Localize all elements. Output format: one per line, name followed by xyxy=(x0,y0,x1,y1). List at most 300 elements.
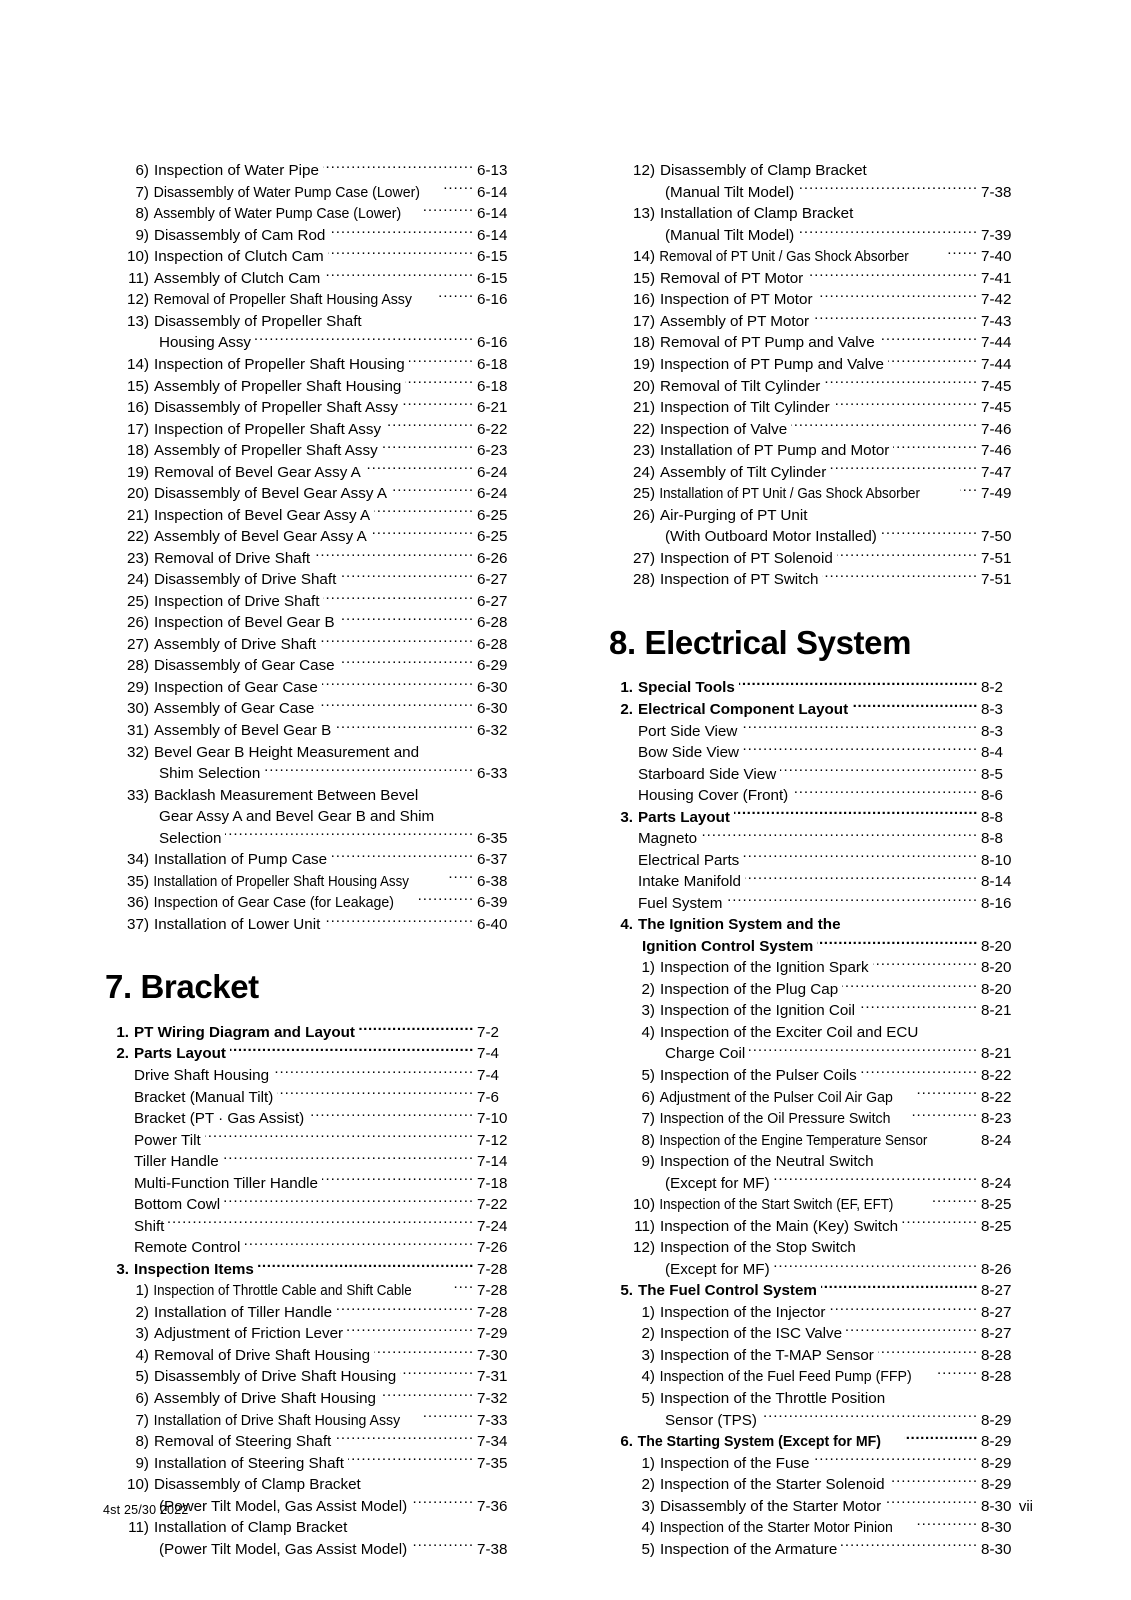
toc-entry-number: 11) xyxy=(634,1217,655,1235)
toc-entry[interactable] xyxy=(607,332,1027,354)
toc-entry-page: 7-44 xyxy=(981,355,1012,373)
toc-entry[interactable] xyxy=(103,311,523,333)
toc-leader-dots xyxy=(780,763,978,778)
toc-entry[interactable] xyxy=(607,1172,1027,1194)
toc-entry[interactable] xyxy=(607,677,1027,699)
toc-entry-number: 27) xyxy=(633,549,655,567)
toc-leader-dots xyxy=(323,591,474,606)
toc-leader-dots xyxy=(264,763,474,778)
toc-entry-number: 30) xyxy=(127,700,149,718)
toc-entry[interactable] xyxy=(607,1216,1027,1238)
toc-entry[interactable] xyxy=(607,440,1027,462)
toc-entry-title: Inspection of the Exciter Coil and ECU xyxy=(660,1023,919,1041)
toc-entry-title: Removal of PT Unit / Gas Shock Absorber xyxy=(659,248,909,266)
toc-leader-dots xyxy=(837,548,978,563)
toc-entry-title: Disassembly of Gear Case xyxy=(154,657,335,675)
toc-entry-page: 7-49 xyxy=(981,485,1012,503)
toc-entry-page: 7-28 xyxy=(477,1260,508,1278)
toc-entry[interactable] xyxy=(103,483,523,505)
chapter-heading-bracket: 7. Bracket xyxy=(105,968,259,1006)
toc-entry[interactable] xyxy=(103,397,523,419)
toc-entry-title: Disassembly of the Starter Motor xyxy=(660,1497,882,1515)
toc-entry-number: 4. xyxy=(620,916,633,934)
toc-entry[interactable] xyxy=(103,1474,523,1496)
toc-entry-page: 8-29 xyxy=(981,1411,1012,1429)
toc-entry[interactable] xyxy=(103,246,523,268)
toc-entry[interactable] xyxy=(103,871,523,893)
toc-entry[interactable] xyxy=(607,375,1027,397)
toc-entry-number: 3) xyxy=(135,1325,149,1343)
toc-entry-title: Inspection of the Ignition Spark xyxy=(660,959,869,977)
toc-entry[interactable] xyxy=(103,225,523,247)
toc-entry[interactable] xyxy=(103,741,523,763)
toc-entry[interactable] xyxy=(103,720,523,742)
toc-entry-page: 7-38 xyxy=(477,1540,508,1558)
toc-entry-number: 25) xyxy=(633,485,655,503)
toc-entry[interactable] xyxy=(607,548,1027,570)
toc-entry-title: (Except for MF) xyxy=(665,1260,770,1278)
toc-entry-title: Intake Manifold xyxy=(638,873,741,891)
toc-entry-title: Installation of Drive Shaft Housing Assy xyxy=(153,1411,401,1429)
toc-entry[interactable] xyxy=(607,936,1027,958)
toc-entry-page: 6-28 xyxy=(477,635,508,653)
toc-entry[interactable] xyxy=(103,461,523,483)
toc-leader-dots xyxy=(821,1280,978,1295)
toc-entry[interactable] xyxy=(103,1022,523,1044)
toc-entry-page: 7-47 xyxy=(981,463,1012,481)
toc-entry[interactable] xyxy=(103,548,523,570)
toc-entry[interactable] xyxy=(103,1366,523,1388)
toc-entry[interactable] xyxy=(607,699,1027,721)
toc-entry-number: 21) xyxy=(633,399,655,417)
toc-entry[interactable] xyxy=(607,742,1027,764)
toc-entry-number: 5) xyxy=(641,1067,655,1084)
toc-leader-dots xyxy=(424,203,474,218)
toc-entry[interactable] xyxy=(607,526,1027,548)
toc-leader-dots xyxy=(371,526,474,541)
toc-leader-dots xyxy=(947,246,978,261)
toc-entry-number: 3. xyxy=(116,1260,129,1278)
toc-entry[interactable] xyxy=(103,203,523,225)
toc-entry[interactable] xyxy=(103,784,523,806)
toc-entry[interactable] xyxy=(607,505,1027,527)
toc-entry-page: 8-27 xyxy=(981,1303,1012,1321)
toc-entry[interactable] xyxy=(103,1043,523,1065)
toc-entry[interactable] xyxy=(103,182,523,204)
toc-entry[interactable] xyxy=(607,1431,1027,1453)
toc-entry[interactable] xyxy=(103,1065,523,1087)
toc-entry[interactable] xyxy=(607,1366,1027,1388)
toc-leader-dots xyxy=(444,182,474,197)
toc-entry-number: 15) xyxy=(127,377,149,395)
toc-entry[interactable] xyxy=(103,1388,523,1410)
toc-entry-title: Inspection of the Oil Pressure Switch xyxy=(659,1110,891,1128)
toc-entry-number: 29) xyxy=(127,678,149,696)
toc-entry[interactable] xyxy=(103,1194,523,1216)
toc-entry-title: Inspection of the Armature xyxy=(660,1540,838,1558)
toc-leader-dots xyxy=(416,892,474,907)
toc-entry[interactable] xyxy=(103,806,523,828)
toc-entry[interactable] xyxy=(607,1129,1027,1151)
toc-entry-title: Inspection of Water Pipe xyxy=(154,162,319,180)
toc-entry-number: 14) xyxy=(633,248,655,266)
toc-entry-page: 7-18 xyxy=(477,1174,508,1192)
toc-entry-page: 6-13 xyxy=(477,162,508,180)
toc-entry-number: 2) xyxy=(641,980,655,998)
toc-entry-page: 8-22 xyxy=(981,1067,1012,1084)
toc-entry[interactable] xyxy=(103,1302,523,1324)
toc-entry-number: 3) xyxy=(641,1002,655,1020)
toc-entry-title: Remote Control xyxy=(134,1239,241,1257)
toc-leader-dots xyxy=(798,225,978,240)
toc-entry-number: 2) xyxy=(135,1303,149,1321)
toc-entry-title: Inspection of PT Switch xyxy=(660,571,819,589)
toc-entry-number: 12) xyxy=(633,162,655,180)
toc-entry[interactable] xyxy=(607,311,1027,333)
toc-entry[interactable] xyxy=(607,1474,1027,1496)
toc-leader-dots xyxy=(852,699,978,714)
toc-entry[interactable] xyxy=(607,1323,1027,1345)
toc-entry-page: 8-28 xyxy=(981,1368,1012,1386)
toc-entry[interactable] xyxy=(103,1216,523,1238)
toc-entry-page: 7-40 xyxy=(981,248,1012,266)
toc-entry[interactable] xyxy=(103,698,523,720)
toc-entry[interactable] xyxy=(103,160,523,182)
toc-entry[interactable] xyxy=(103,268,523,290)
toc-entry-title: Removal of Steering Shaft xyxy=(154,1433,332,1451)
toc-entry[interactable] xyxy=(607,871,1027,893)
toc-leader-dots xyxy=(822,569,978,584)
toc-entry[interactable] xyxy=(607,1086,1027,1108)
toc-entry-number: 19) xyxy=(127,463,149,481)
toc-entry-number: 3) xyxy=(641,1497,655,1515)
toc-entry-number: 5) xyxy=(641,1389,655,1407)
toc-entry-page: 7-50 xyxy=(981,528,1012,546)
toc-leader-dots xyxy=(749,1043,978,1058)
toc-leader-dots xyxy=(336,1302,474,1317)
toc-entry-title: Assembly of Bevel Gear Assy A xyxy=(154,528,367,546)
toc-entry-page: 6-30 xyxy=(477,700,508,718)
toc-entry-page: 6-27 xyxy=(477,592,508,610)
toc-leader-dots xyxy=(739,677,978,692)
toc-entry[interactable] xyxy=(607,246,1027,268)
toc-entry[interactable] xyxy=(607,979,1027,1001)
toc-leader-dots xyxy=(834,397,978,412)
toc-entry-number: 18) xyxy=(127,442,149,460)
toc-entry[interactable] xyxy=(103,569,523,591)
toc-entry-number: 9) xyxy=(135,226,149,244)
toc-entry[interactable] xyxy=(103,1431,523,1453)
toc-entry[interactable] xyxy=(103,1452,523,1474)
toc-entry[interactable] xyxy=(103,1323,523,1345)
toc-entry-number: 4) xyxy=(641,1023,655,1041)
toc-entry-title: (Power Tilt Model, Gas Assist Model) xyxy=(159,1540,408,1558)
toc-entry[interactable] xyxy=(103,1409,523,1431)
toc-leader-dots xyxy=(400,1366,474,1381)
toc-entry-title: Inspection of PT Pump and Valve xyxy=(660,355,885,373)
toc-entry[interactable] xyxy=(103,1259,523,1281)
toc-leader-dots xyxy=(339,655,474,670)
toc-entry-title: Installation of PT Pump and Motor xyxy=(660,442,890,460)
toc-entry-number: 1) xyxy=(641,959,655,977)
toc-entry[interactable] xyxy=(103,1172,523,1194)
toc-entry[interactable] xyxy=(103,763,523,785)
toc-entry-page: 7-28 xyxy=(477,1282,508,1300)
toc-entry[interactable] xyxy=(607,1302,1027,1324)
toc-entry[interactable] xyxy=(103,677,523,699)
toc-entry-page: 6-18 xyxy=(477,355,508,373)
toc-entry-number: 1. xyxy=(620,679,633,697)
toc-entry-number: 26) xyxy=(633,506,655,524)
toc-entry[interactable] xyxy=(103,505,523,527)
toc-entry-title: Inspection of Bevel Gear B xyxy=(154,614,335,632)
toc-entry-title: Disassembly of Bevel Gear Assy A xyxy=(154,485,387,503)
toc-entry[interactable] xyxy=(607,806,1027,828)
toc-entry-number: 25) xyxy=(127,592,149,610)
toc-entry-title: Inspection of Gear Case xyxy=(154,678,318,696)
toc-entry[interactable] xyxy=(607,763,1027,785)
toc-entry[interactable] xyxy=(607,268,1027,290)
toc-entry-title: Parts Layout xyxy=(134,1045,226,1063)
toc-leader-dots xyxy=(745,871,978,886)
toc-leader-dots xyxy=(324,268,474,283)
toc-entry[interactable] xyxy=(103,1345,523,1367)
toc-entry-number: 17) xyxy=(127,420,149,438)
toc-entry[interactable] xyxy=(607,1237,1027,1259)
toc-entry-page: 7-12 xyxy=(477,1131,508,1149)
toc-entry[interactable] xyxy=(103,591,523,613)
toc-entry[interactable] xyxy=(103,289,523,311)
toc-entry[interactable] xyxy=(607,1108,1027,1130)
toc-entry[interactable] xyxy=(103,354,523,376)
toc-entry-title: Starboard Side View xyxy=(638,765,777,783)
toc-entry-title: Bow Side View xyxy=(638,744,740,762)
toc-entry[interactable] xyxy=(607,569,1027,591)
toc-entry-title: Assembly of Water Pump Case (Lower) xyxy=(153,205,402,223)
toc-leader-dots xyxy=(402,397,474,412)
toc-entry[interactable] xyxy=(607,289,1027,311)
toc-entry-title: (With Outboard Motor Installed) xyxy=(665,528,877,546)
toc-entry[interactable] xyxy=(607,850,1027,872)
toc-entry-page: 6-14 xyxy=(477,226,508,244)
toc-entry[interactable] xyxy=(607,1495,1027,1517)
toc-entry[interactable] xyxy=(103,1280,523,1302)
toc-leader-dots xyxy=(411,1539,474,1554)
toc-entry[interactable] xyxy=(103,1129,523,1151)
toc-entry[interactable] xyxy=(103,1237,523,1259)
toc-entry[interactable] xyxy=(103,634,523,656)
toc-entry[interactable] xyxy=(103,1086,523,1108)
toc-entry-title: Backlash Measurement Between Bevel xyxy=(154,786,419,804)
toc-leader-dots xyxy=(322,677,474,692)
toc-entry-page: 8-29 xyxy=(981,1476,1012,1494)
toc-leader-dots xyxy=(915,1086,978,1101)
toc-leader-dots xyxy=(205,1129,474,1144)
toc-entry-page: 8-25 xyxy=(981,1217,1012,1235)
toc-entry-page: 8-30 xyxy=(981,1519,1012,1537)
toc-entry[interactable] xyxy=(103,1517,523,1539)
toc-leader-dots xyxy=(701,828,978,843)
toc-entry-page: 6-24 xyxy=(477,463,508,481)
toc-leader-dots xyxy=(859,1000,978,1015)
toc-entry[interactable] xyxy=(607,1000,1027,1022)
toc-entry[interactable] xyxy=(103,526,523,548)
toc-entry[interactable] xyxy=(607,397,1027,419)
toc-leader-dots xyxy=(273,1065,474,1080)
toc-leader-dots xyxy=(817,289,978,304)
toc-entry-page: 7-36 xyxy=(477,1497,508,1515)
toc-list-electrical-system xyxy=(607,677,1027,1560)
toc-entry-page: 8-8 xyxy=(981,830,1003,848)
toc-entry-title: Drive Shaft Housing xyxy=(134,1067,270,1084)
toc-entry-number: 7) xyxy=(135,1411,149,1429)
toc-entry-title: Installation of Pump Case xyxy=(154,851,328,869)
toc-entry-page: 7-2 xyxy=(477,1023,499,1041)
toc-entry-title: Removal of PT Pump and Valve xyxy=(660,334,875,352)
toc-leader-dots xyxy=(436,289,474,304)
toc-entry[interactable] xyxy=(607,1065,1027,1087)
toc-entry[interactable] xyxy=(607,893,1027,915)
toc-entry-page: 6-35 xyxy=(477,829,508,847)
toc-entry-number: 5) xyxy=(135,1368,149,1386)
toc-entry-title: Inspection of PT Motor xyxy=(660,291,813,309)
toc-entry[interactable] xyxy=(103,612,523,634)
toc-entry[interactable] xyxy=(103,418,523,440)
toc-entry-title: Inspection of the Throttle Position xyxy=(660,1389,886,1407)
toc-entry[interactable] xyxy=(607,1409,1027,1431)
toc-leader-dots xyxy=(774,1172,978,1187)
toc-leader-dots xyxy=(277,1086,474,1101)
toc-entry[interactable] xyxy=(607,1194,1027,1216)
toc-entry[interactable] xyxy=(607,225,1027,247)
toc-entry-number: 6) xyxy=(135,1389,149,1407)
toc-entry[interactable] xyxy=(607,418,1027,440)
toc-entry[interactable] xyxy=(607,461,1027,483)
toc-entry-title: Housing Assy xyxy=(159,334,252,352)
toc-entry-number: 8) xyxy=(135,205,149,223)
toc-entry-title: Air-Purging of PT Unit xyxy=(660,506,808,524)
toc-entry[interactable] xyxy=(607,1452,1027,1474)
toc-entry[interactable] xyxy=(103,1151,523,1173)
toc-leader-dots xyxy=(318,698,474,713)
toc-entry-number: 4) xyxy=(135,1346,149,1364)
toc-entry-number: 5. xyxy=(620,1282,633,1300)
page-number: vii xyxy=(1018,1498,1033,1515)
toc-entry[interactable] xyxy=(607,1043,1027,1065)
toc-entry-title: Adjustment of the Pulser Coil Air Gap xyxy=(659,1088,893,1106)
toc-entry[interactable] xyxy=(607,1539,1027,1561)
toc-entry[interactable] xyxy=(607,203,1027,225)
toc-leader-dots xyxy=(385,418,474,433)
toc-entry-number: 33) xyxy=(127,786,149,804)
toc-entry[interactable] xyxy=(607,1022,1027,1044)
toc-entry-page: 8-27 xyxy=(981,1282,1012,1300)
toc-entry-number: 20) xyxy=(633,377,655,395)
toc-entry[interactable] xyxy=(103,655,523,677)
toc-entry[interactable] xyxy=(607,1280,1027,1302)
toc-entry[interactable] xyxy=(607,957,1027,979)
toc-entry[interactable] xyxy=(103,827,523,849)
toc-leader-dots xyxy=(734,806,978,821)
toc-entry-title: Removal of Propeller Shaft Housing Assy xyxy=(153,291,412,309)
toc-entry-page: 7-30 xyxy=(477,1346,508,1364)
toc-entry[interactable] xyxy=(607,182,1027,204)
toc-entry[interactable] xyxy=(103,332,523,354)
toc-leader-dots xyxy=(244,1237,474,1252)
toc-column-left xyxy=(103,160,523,1560)
toc-entry[interactable] xyxy=(103,440,523,462)
toc-entry[interactable] xyxy=(607,1388,1027,1410)
toc-entry-page: 6-38 xyxy=(477,872,508,890)
toc-entry[interactable] xyxy=(607,1151,1027,1173)
toc-entry[interactable] xyxy=(607,914,1027,936)
toc-entry[interactable] xyxy=(607,785,1027,807)
toc-entry-title: Multi-Function Tiller Handle xyxy=(134,1174,319,1192)
toc-entry[interactable] xyxy=(607,1517,1027,1539)
toc-entry-page: 6-16 xyxy=(477,291,508,309)
toc-entry-number: 3) xyxy=(641,1346,655,1364)
toc-entry-title: Assembly of Propeller Shaft Housing xyxy=(154,377,402,395)
toc-leader-dots xyxy=(885,1495,978,1510)
toc-entry[interactable] xyxy=(607,160,1027,182)
toc-entry-page: 7-46 xyxy=(981,442,1012,460)
toc-entry-title: Disassembly of Clamp Bracket xyxy=(660,162,867,180)
toc-leader-dots xyxy=(411,1495,474,1510)
toc-leader-dots xyxy=(960,483,978,498)
toc-entry-title: Inspection Items xyxy=(134,1260,254,1278)
toc-entry[interactable] xyxy=(103,1539,523,1561)
toc-entry-number: 16) xyxy=(127,399,149,417)
toc-entry-title: Installation of Steering Shaft xyxy=(154,1454,344,1472)
toc-entry[interactable] xyxy=(607,828,1027,850)
toc-entry[interactable] xyxy=(103,1108,523,1130)
toc-entry-number: 31) xyxy=(127,722,149,739)
toc-leader-dots xyxy=(331,849,474,864)
toc-entry[interactable] xyxy=(607,354,1027,376)
toc-entry-title: Inspection of Drive Shaft xyxy=(154,592,320,610)
toc-entry[interactable] xyxy=(103,914,523,936)
toc-leader-dots xyxy=(340,569,474,584)
toc-entry[interactable] xyxy=(103,375,523,397)
toc-entry-number: 1) xyxy=(641,1454,655,1472)
toc-entry-title: Inspection of the Start Switch (EF, EFT) xyxy=(659,1196,894,1214)
toc-entry[interactable] xyxy=(103,849,523,871)
toc-entry-number: 18) xyxy=(633,334,655,352)
toc-entry-title: Disassembly of Propeller Shaft xyxy=(154,312,362,330)
toc-entry-title: Inspection of the Neutral Switch xyxy=(660,1153,874,1171)
toc-entry-page: 7-28 xyxy=(477,1303,508,1321)
toc-entry-number: 6. xyxy=(620,1433,633,1451)
toc-entry-number: 13) xyxy=(127,312,149,330)
toc-entry-page: 7-45 xyxy=(981,377,1012,395)
toc-entry-title: Inspection of the Pulser Coils xyxy=(660,1067,857,1084)
toc-entry-page: 8-6 xyxy=(981,787,1003,805)
toc-entry[interactable] xyxy=(607,1345,1027,1367)
toc-entry[interactable] xyxy=(607,483,1027,505)
toc-entry-page: 8-14 xyxy=(981,873,1012,891)
toc-entry[interactable] xyxy=(607,1259,1027,1281)
toc-entry[interactable] xyxy=(607,720,1027,742)
toc-entry-number: 37) xyxy=(127,915,149,933)
toc-entry[interactable] xyxy=(103,892,523,914)
toc-entry-title: Ignition Control System xyxy=(642,937,814,955)
toc-leader-dots xyxy=(230,1043,474,1058)
toc-entry-page: 7-39 xyxy=(981,226,1012,244)
toc-leader-dots xyxy=(452,1280,474,1295)
toc-entry-title: Removal of Drive Shaft xyxy=(154,549,311,567)
toc-leader-dots xyxy=(743,742,978,757)
toc-list-bracket xyxy=(103,1022,523,1560)
